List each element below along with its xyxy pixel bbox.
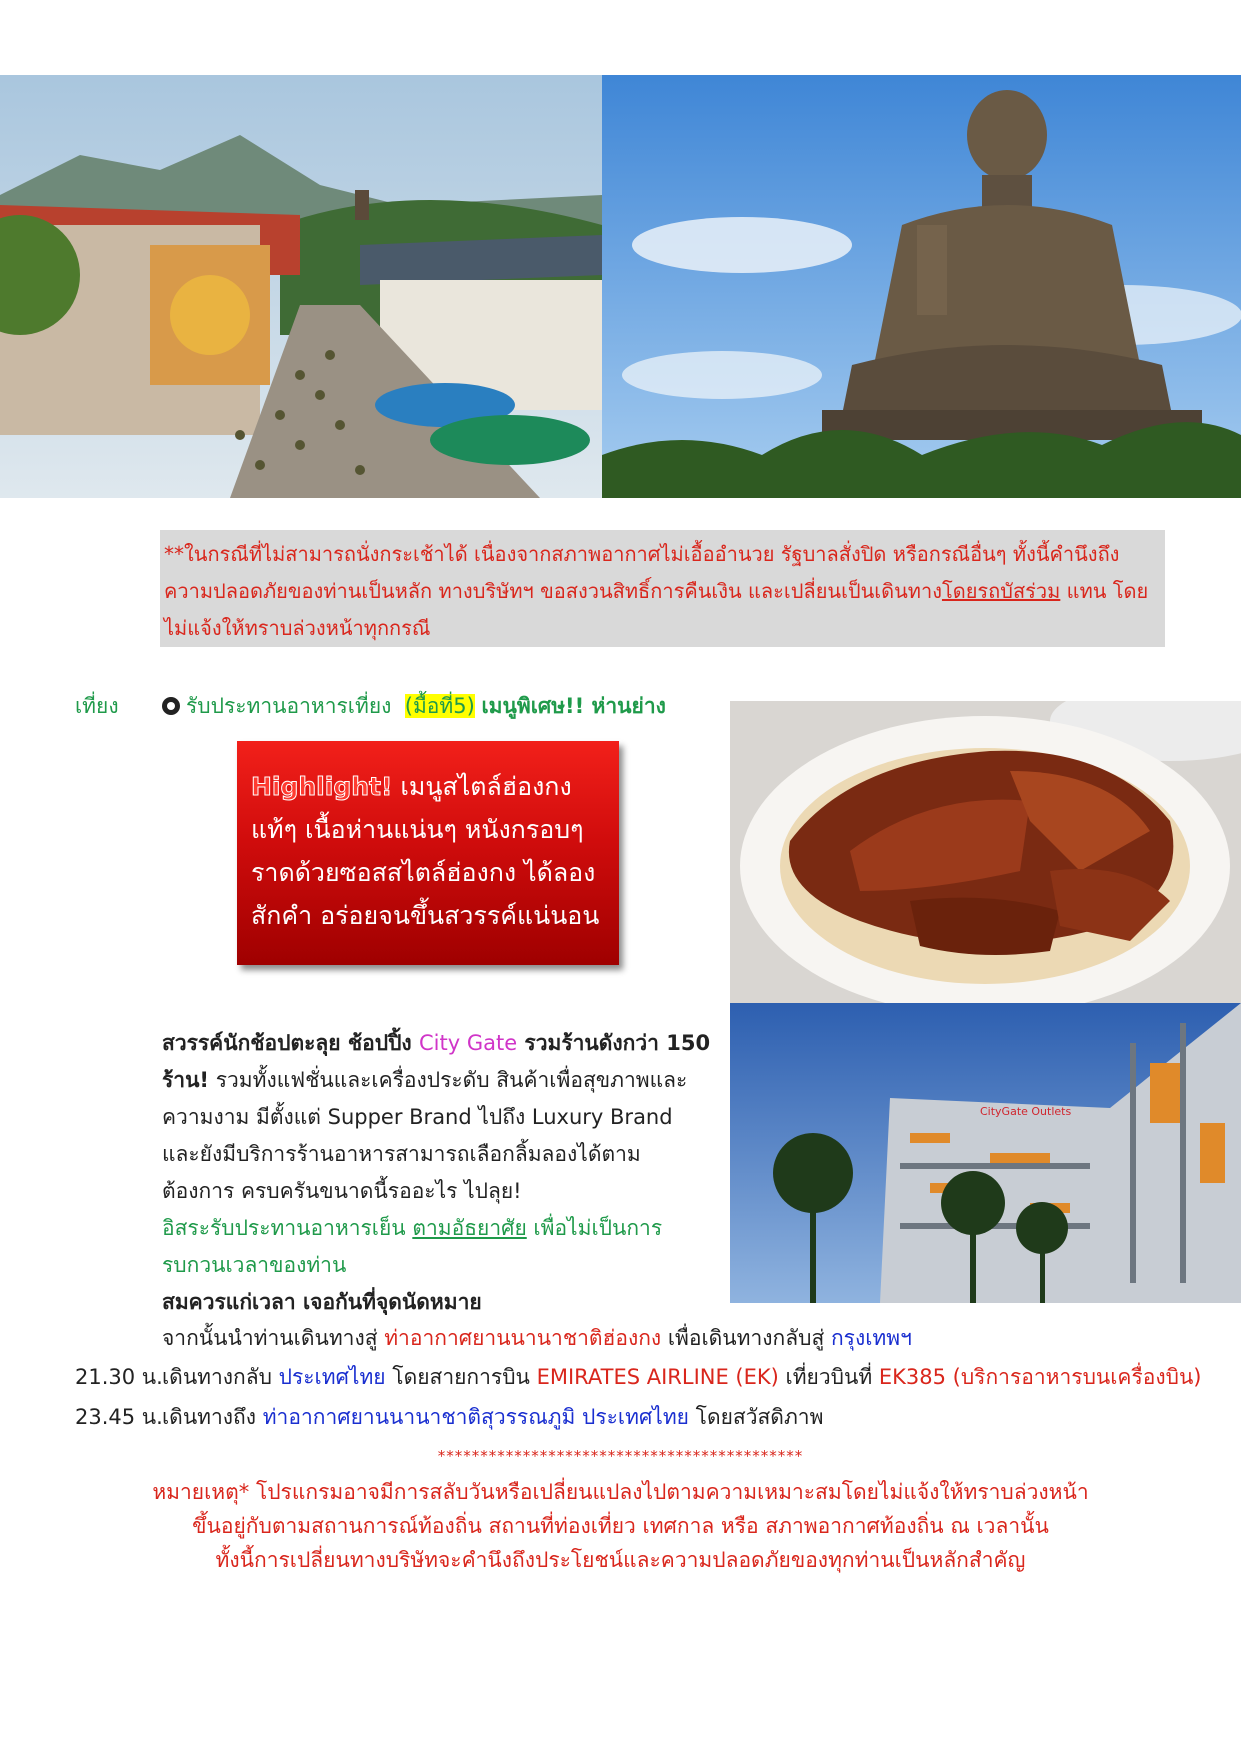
mall-sign: CityGate Outlets (980, 1105, 1072, 1118)
flight-number: EK385 (บริการอาหารบนเครื่องบิน) (878, 1365, 1202, 1389)
roast-goose-photo (730, 701, 1241, 1003)
destination-city: กรุงเทพฯ (830, 1326, 912, 1350)
airline-name: EMIRATES AIRLINE (EK) (536, 1365, 779, 1389)
remark-line-3: ทั้งนี้การเปลี่ยนทางบริษัทจะคำนึงถึงประโยชน์และความปลอดภัยของทุกท่านเป็นหลักสำคัญ (215, 1548, 1026, 1572)
remark-line-2: ขึ้นอยู่กับตามสถานการณ์ท้องถิ่น สถานที่ท่องเที่ยว เทศกาล หรือ สภาพอากาศท้องถิ่น ณ เวลานั้น (192, 1514, 1049, 1538)
meeting-note: สมควรแก่เวลา เจอกันที่จุดนัดหมาย (162, 1290, 482, 1314)
transfer-line: จากนั้นนำท่านเดินทางสู่ ท่าอากาศยานนานาชาติฮ่องกง เพื่อเดินทางกลับสู่ กรุงเทพฯ (162, 1326, 912, 1350)
flight-country: ประเทศไทย (278, 1365, 386, 1389)
citygate-mall-photo (730, 1003, 1241, 1303)
special-menu: เมนูพิเศษ!! ห่านย่าง (481, 694, 666, 718)
dinner-note: อิสระรับประทานอาหารเย็น ตามอัธยาศัย เพื่อไม่เป็นการรบกวนเวลาของท่าน (162, 1216, 663, 1277)
meal-icon (162, 697, 180, 715)
meal-number: (มื้อที่5) (404, 694, 475, 718)
flight-line: เดินทางกลับ ประเทศไทย โดยสายการบิน EMIRATES AIRLINE (EK) เที่ยวบินที่ EK385 (บริการอาหารบนเครื่องบิน) (162, 1365, 1202, 1389)
stars-divider: ******************************************* (437, 1447, 804, 1465)
highlight-word: Highlight! (251, 772, 393, 801)
highlight-text: Highlight! เมนูสไตล์ฮ่องกงแท้ๆ เนื้อห่านแน่นๆ หนังกรอบๆ ราดด้วยซอสสไตล์ฮ่องกง ได้ลองสักคำ อร่อยจนขึ้นสวรรค์แน่นอน (251, 772, 600, 930)
notice-bus-underlined: โดยรถบัสร่วม (941, 579, 1061, 603)
city-gate-name: City Gate (418, 1031, 518, 1055)
hk-airport: ท่าอากาศยานนานาชาติฮ่องกง (384, 1326, 662, 1350)
shopping-paragraph: สวรรค์นักช้อปตะลุย ช้อปปิ้ง City Gate รวมร้านดังกว่า 150 ร้าน! รวมทั้งแฟชั่นและเครื่องประดับ สินค้าเพื่อสุขภาพและความงาม มีตั้งแต่ Supper Brand ไปถึง Luxury Brand และยังมีบริการร้านอาหารสามารถเลือกลิ้มลองได้ตามต้องการ ครบครันขนาดนี้รออะไร ไปลุย! อิสระรับประทานอาหารเย็น ตามอัธยาศัย เพื่อไม่เป็นการรบกวนเวลาของท่าน สมควรแก่เวลา เจอกันที่จุดนัดหมาย (162, 1031, 711, 1314)
ngong-ping-village-photo (0, 75, 602, 498)
suvarnabhumi-airport: ท่าอากาศยานนานาชาติสุวรรณภูมิ ประเทศไทย (262, 1405, 689, 1429)
highlight-box (237, 741, 619, 965)
lunch-time-label: เที่ยง (75, 694, 119, 718)
cable-car-notice (160, 530, 1165, 647)
arrival-time: 23.45 น. (75, 1405, 163, 1429)
flight-time: 21.30 น. (75, 1365, 163, 1389)
notice-text: **ในกรณีที่ไม่สามารถนั่งกระเช้าได้ เนื่องจากสภาพอากาศไม่เอื้ออำนวย รัฐบาลสั่งปิด หรือกรณีอื่นๆ ทั้งนี้คำนึงถึง ความปลอดภัยของท่านเป็นหลัก ทางบริษัทฯ ขอสงวนสิทธิ์การคืนเงิน และเปลี่ยนเป็นเดินทางโดยรถบัสร่วม แทน โดยไม่แจ้งให้ทราบล่วงหน้าทุกกรณี (164, 542, 1149, 640)
big-buddha-photo (602, 75, 1241, 498)
arrival-line: เดินทางถึง ท่าอากาศยานนานาชาติสุวรรณภูมิ ประเทศไทย โดยสวัสดิภาพ (162, 1405, 824, 1429)
remark-line-1: หมายเหตุ* โปรแกรมอาจมีการสลับวันหรือเปลี่ยนแปลงไปตามความเหมาะสมโดยไม่แจ้งให้ทราบล่วงหน้า (152, 1480, 1089, 1504)
lunch-line: รับประทานอาหารเที่ยง (มื้อที่5) เมนูพิเศษ!! ห่านย่าง (162, 690, 666, 723)
